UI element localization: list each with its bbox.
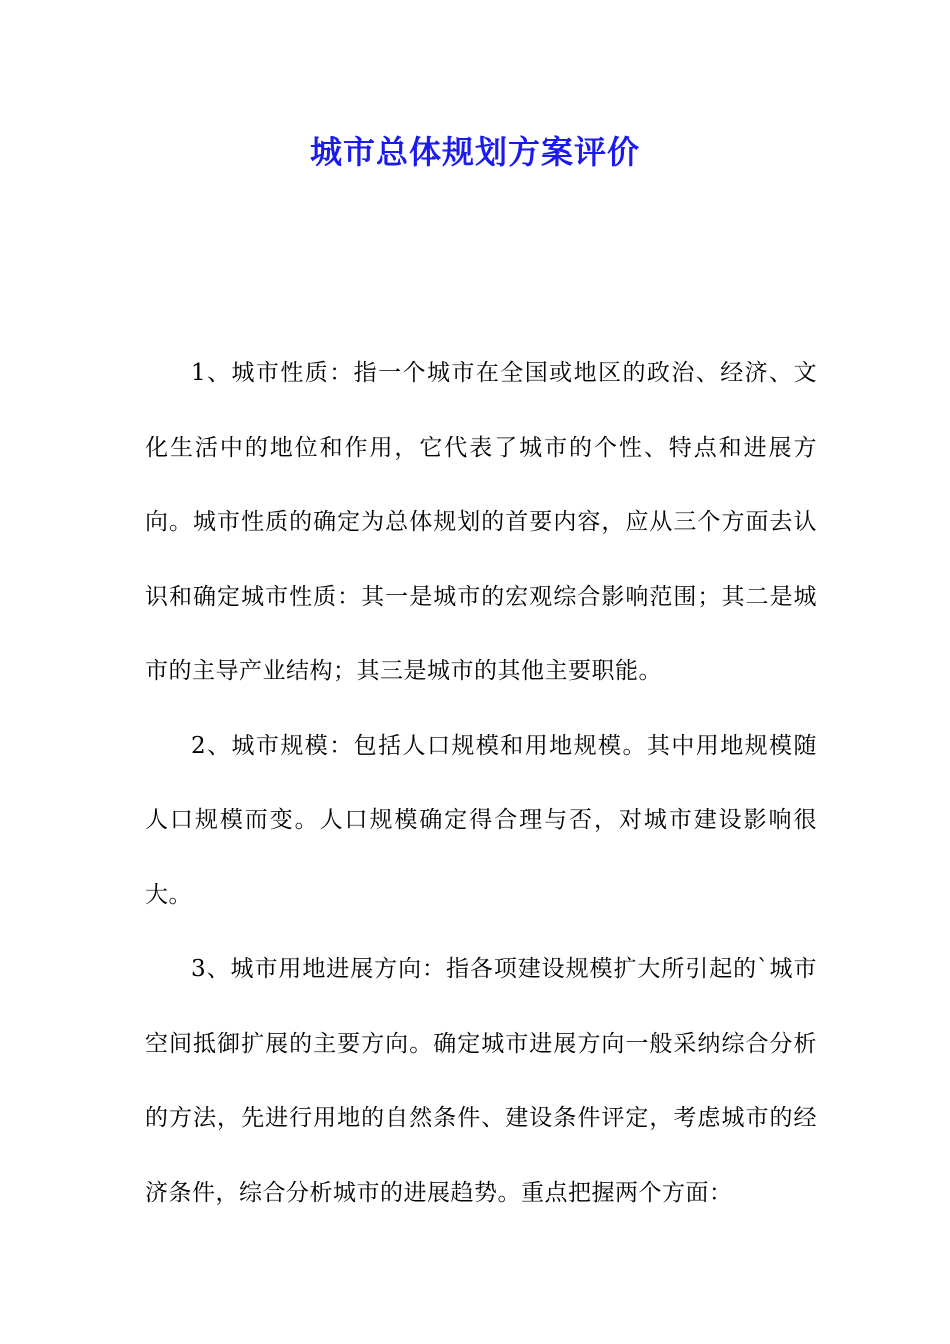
- document-body: [145, 336, 817, 1230]
- paragraph-city-scale: 2、城市规模：包括人口规模和用地规模。其中用地规模随人口规模而变。人口规模确定得合理与否，对城市建设影响很大。: [145, 732, 817, 908]
- paragraph-city-nature: 1、城市性质：指一个城市在全国或地区的政治、经济、文化生活中的地位和作用，它代表了城市的个性、特点和进展方向。城市性质的确定为总体规划的首要内容，应从三个方面去认识和确定城市性质：其一是城市的宏观综合影响范围；其二是城市的主导产业结构；其三是城市的其他主要职能。: [145, 360, 817, 684]
- paragraph-land-development-direction: 3、城市用地进展方向：指各项建设规模扩大所引起的`城市空间抵御扩展的主要方向。确定城市进展方向一般采纳综合分析的方法，先进行用地的自然条件、建设条件评定，考虑城市的经济条件，综合分析城市的进展趋势。重点把握两个方面：: [145, 956, 817, 1206]
- document-title: 城市总体规划方案评价: [309, 133, 640, 171]
